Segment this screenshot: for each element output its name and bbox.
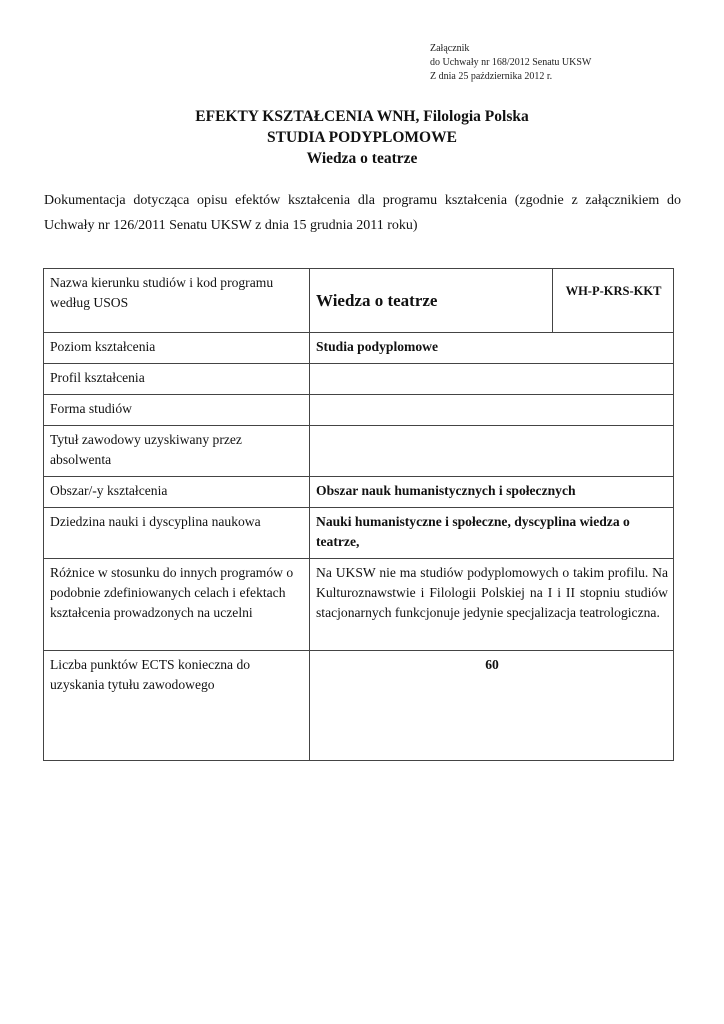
table-row	[44, 477, 674, 508]
table-row	[44, 364, 674, 395]
program-code: WH-P-KRS-KKT	[553, 269, 674, 333]
program-label: Nazwa kierunku studiów i kod programu według USOS	[44, 269, 310, 333]
form-value	[310, 395, 674, 426]
diff-value: Na UKSW nie ma studiów podyplomowych o takim profilu. Na Kulturoznawstwie i Filologii Polskiej na I i II stopniu studiów stacjonarnych funkcjonuje jedynie specjalizacja teatrologiczna.	[310, 559, 674, 651]
degree-value	[310, 426, 674, 477]
area-value: Obszar nauk humanistycznych i społecznych	[316, 483, 576, 498]
field-label: Dziedzina nauki i dyscyplina naukowa	[44, 508, 310, 559]
table-row	[44, 333, 674, 364]
level-value: Studia podyplomowe	[316, 339, 438, 354]
profile-label: Profil kształcenia	[44, 364, 310, 395]
profile-value	[310, 364, 674, 395]
document-title	[0, 106, 724, 169]
field-value: Nauki humanistyczne i społeczne, dyscyplina wiedza o teatrze,	[316, 514, 630, 549]
area-label: Obszar/-y kształcenia	[44, 477, 310, 508]
table-row	[44, 395, 674, 426]
table-row	[44, 651, 674, 761]
diff-label: Różnice w stosunku do innych programów o podobnie zdefiniowanych celach i efektach kształcenia prowadzonych na uczelni	[44, 559, 310, 651]
annex-line-2: do Uchwały nr 168/2012 Senatu UKSW	[430, 57, 592, 68]
table-row	[44, 559, 674, 651]
form-label: Forma studiów	[44, 395, 310, 426]
table-row	[44, 426, 674, 477]
program-name-cell	[310, 269, 553, 333]
title-line-2: STUDIA PODYPLOMOWE	[267, 129, 457, 146]
field-value-cell	[310, 508, 674, 559]
program-info-table	[43, 268, 674, 761]
annex-line-3: Z dnia 25 października 2012 r.	[430, 71, 553, 82]
table-row	[44, 508, 674, 559]
title-line-1: EFEKTY KSZTAŁCENIA WNH, Filologia Polska	[195, 108, 529, 125]
level-value-cell	[310, 333, 674, 364]
annex-line-1: Załącznik	[430, 43, 470, 54]
intro-paragraph: Dokumentacja dotycząca opisu efektów kształcenia dla programu kształcenia (zgodnie z załącznikiem do Uchwały nr 126/2011 Senatu UKSW z dnia 15 grudnia 2011 roku)	[44, 193, 681, 233]
degree-label: Tytuł zawodowy uzyskiwany przez absolwenta	[44, 426, 310, 477]
level-label: Poziom kształcenia	[44, 333, 310, 364]
title-line-3: Wiedza o teatrze	[306, 150, 418, 167]
annex-note	[430, 42, 591, 84]
table-row	[44, 269, 674, 333]
ects-value: 60	[310, 651, 674, 761]
area-value-cell	[310, 477, 674, 508]
ects-label: Liczba punktów ECTS konieczna do uzyskania tytułu zawodowego	[44, 651, 310, 761]
program-name: Wiedza o teatrze	[316, 291, 438, 310]
